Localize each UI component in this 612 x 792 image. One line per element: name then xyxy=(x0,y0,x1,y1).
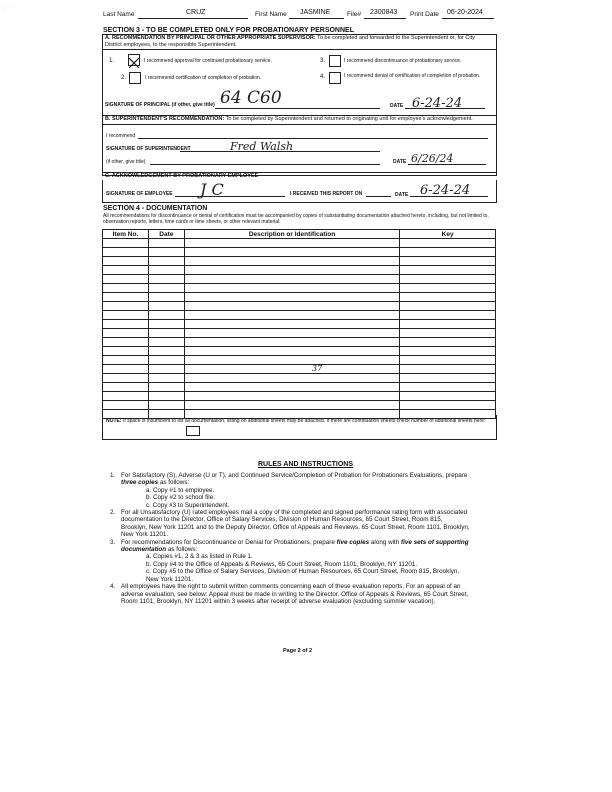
table-row xyxy=(103,257,496,266)
superintendent-date-label: DATE xyxy=(393,159,407,165)
rule-3 xyxy=(110,539,470,583)
table-cell[interactable] xyxy=(103,257,149,266)
principal-signature[interactable]: 64 C60 xyxy=(220,88,282,108)
documentation-table xyxy=(102,229,496,419)
rule-3-sub-b: b. Copy #4 to the Office of Appeals & Reviews, 65 Court Street, Room 1101, Brooklyn, NY 11201. xyxy=(146,560,418,568)
checkmark-icon xyxy=(129,58,139,68)
table-cell[interactable] xyxy=(400,356,496,365)
section3-title: SECTION 3 - TO BE COMPLETED ONLY FOR PROBATIONARY PERSONNEL xyxy=(103,27,354,34)
table-cell[interactable] xyxy=(148,311,184,320)
section4-title: SECTION 4 - DOCUMENTATION xyxy=(103,205,208,212)
table-row xyxy=(103,329,496,338)
table-cell[interactable] xyxy=(400,239,496,248)
table-cell[interactable] xyxy=(148,374,184,383)
part-a-title: A. RECOMMENDATION BY PRINCIPAL OR OTHER APPROPRIATE SUPERVISOR: xyxy=(105,35,316,41)
rule-1-text: For Satisfactory (S), Adverse (U or T), and Continued Service/Completion of Probation for Probationers Evaluations, prepare three copies as follows: xyxy=(121,472,468,487)
stray-mark: 37 xyxy=(312,364,323,373)
option-2-number: 2. xyxy=(121,75,127,81)
table-cell[interactable] xyxy=(103,329,149,338)
table-cell[interactable] xyxy=(148,383,184,392)
print-date-label: Print Date xyxy=(410,11,439,18)
employee-date[interactable]: 6-24-24 xyxy=(420,183,471,198)
table-row xyxy=(103,347,496,356)
rule-2 xyxy=(110,509,470,539)
table-row xyxy=(103,401,496,410)
table-cell[interactable] xyxy=(400,392,496,401)
part-b-note: To be completed by Superintendent and returned to originating unit for employee's acknowledgement. xyxy=(225,116,473,122)
table-cell[interactable] xyxy=(400,374,496,383)
table-row xyxy=(103,239,496,248)
table-row xyxy=(103,302,496,311)
rule-3-number: 3. xyxy=(110,538,116,546)
file-number-label: File# xyxy=(347,11,362,18)
table-row xyxy=(103,374,496,383)
rule-1-sub-c: c. Copy #3 to Superintendent. xyxy=(146,501,230,509)
table-cell[interactable] xyxy=(103,302,149,311)
table-cell[interactable] xyxy=(400,365,496,374)
table-row xyxy=(103,383,496,392)
table-row xyxy=(103,293,496,302)
option-1-checkbox[interactable] xyxy=(128,54,140,66)
table-cell[interactable] xyxy=(184,293,399,302)
table-cell[interactable] xyxy=(103,392,149,401)
column-header-date: Date xyxy=(148,230,184,239)
table-cell[interactable] xyxy=(400,347,496,356)
note-label: NOTE: xyxy=(106,418,122,424)
employee-date-label: DATE xyxy=(395,192,409,198)
part-a-header xyxy=(105,35,493,49)
rule-1-sub-a: a. Copy #1 to employee. xyxy=(146,486,215,494)
part-b-header xyxy=(105,116,495,123)
option-2-checkbox[interactable] xyxy=(129,72,141,84)
employee-signature[interactable]: J C xyxy=(200,180,224,199)
superintendent-signature[interactable]: Fred Walsh xyxy=(230,140,294,153)
column-header-item-no: Item No. xyxy=(103,230,149,239)
table-row xyxy=(103,266,496,275)
last-name-value[interactable]: CRUZ xyxy=(186,9,206,16)
table-cell[interactable] xyxy=(184,266,399,275)
principal-date[interactable]: 6-24-24 xyxy=(412,96,463,111)
table-cell[interactable] xyxy=(103,338,149,347)
section4-note: All recommendations for discontinuance or denial of certification must be accompanied by copies of substantiating documentation attached hereto, including, but not limited to, observation reports, letters, time cards or time sheets, or other relevant material. xyxy=(103,213,489,225)
table-cell[interactable] xyxy=(184,284,399,293)
first-name-label: First Name xyxy=(255,11,287,18)
table-cell[interactable] xyxy=(400,338,496,347)
superintendent-signature-label: SIGNATURE OF SUPERINTENDENT xyxy=(106,146,191,152)
column-header-key: Key xyxy=(400,230,496,239)
rule-1-sub-b: b. Copy #2 to school file. xyxy=(146,494,215,502)
rule-3-sub-a: a. Copies #1, 2 & 3 as listed in Rule 1. xyxy=(146,553,253,561)
table-cell[interactable] xyxy=(103,374,149,383)
option-2-text: I recommend certification of completion of probation. xyxy=(145,75,262,81)
file-number-value[interactable]: 2300843 xyxy=(370,9,398,16)
table-cell[interactable] xyxy=(184,248,399,257)
rule-1-number: 1. xyxy=(110,472,116,479)
table-cell[interactable] xyxy=(148,248,184,257)
table-cell[interactable] xyxy=(184,392,399,401)
first-name-value[interactable]: JASMINE xyxy=(300,9,331,16)
table-row xyxy=(103,248,496,257)
table-row xyxy=(103,338,496,347)
table-cell[interactable] xyxy=(184,275,399,284)
option-3-text: I recommend discontinuance of probationary service. xyxy=(344,58,462,64)
i-recommend-label: I recommend xyxy=(106,133,136,139)
table-cell[interactable] xyxy=(148,275,184,284)
if-other-label: (if other, give title) xyxy=(106,159,146,165)
table-cell[interactable] xyxy=(400,293,496,302)
table-cell[interactable] xyxy=(184,365,399,374)
table-cell[interactable] xyxy=(103,239,149,248)
table-cell[interactable] xyxy=(148,347,184,356)
last-name-label: Last Name xyxy=(103,11,135,18)
table-cell[interactable] xyxy=(148,329,184,338)
table-cell[interactable] xyxy=(103,356,149,365)
table-cell[interactable] xyxy=(400,275,496,284)
table-row xyxy=(103,320,496,329)
rule-2-number: 2. xyxy=(110,509,116,517)
scan-marks: , · · · xyxy=(4,4,15,10)
rule-4-number: 4. xyxy=(110,583,116,591)
page-number: Page 2 of 2 xyxy=(283,648,313,654)
table-row xyxy=(103,392,496,401)
principal-date-label: DATE xyxy=(390,103,404,109)
documentation-footer-note xyxy=(106,418,494,424)
table-cell[interactable] xyxy=(184,383,399,392)
option-3-checkbox[interactable] xyxy=(329,55,341,67)
table-cell[interactable] xyxy=(184,302,399,311)
received-label: I RECEIVED THIS REPORT ON xyxy=(290,191,363,197)
additional-sheets-box[interactable] xyxy=(186,426,200,436)
table-cell[interactable] xyxy=(148,338,184,347)
table-cell[interactable] xyxy=(103,365,149,374)
rules-list xyxy=(110,472,470,605)
table-row xyxy=(103,365,496,374)
table-cell[interactable] xyxy=(184,374,399,383)
table-cell[interactable] xyxy=(148,365,184,374)
part-b-title: B. SUPERINTENDENT'S RECOMMENDATION: xyxy=(105,116,225,122)
table-cell[interactable] xyxy=(148,302,184,311)
option-1-number: 1. xyxy=(109,58,115,64)
table-cell[interactable] xyxy=(148,293,184,302)
table-cell[interactable] xyxy=(184,347,399,356)
table-cell[interactable] xyxy=(148,239,184,248)
table-cell[interactable] xyxy=(400,320,496,329)
option-3-number: 3. xyxy=(320,58,326,64)
table-cell[interactable] xyxy=(400,329,496,338)
superintendent-date[interactable]: 6/26/24 xyxy=(411,152,454,165)
table-cell[interactable] xyxy=(400,311,496,320)
table-header-row xyxy=(103,230,496,239)
table-cell[interactable] xyxy=(400,401,496,410)
table-cell[interactable] xyxy=(148,392,184,401)
rules-title: RULES AND INSTRUCTIONS xyxy=(258,461,354,468)
table-cell[interactable] xyxy=(400,284,496,293)
rule-3-sub-c: c. Copy #5 to the Office of Salary Services, Division of Human Resources, 65 Court Street, Room 815, Brooklyn, New York 11201. xyxy=(146,568,460,583)
table-cell[interactable] xyxy=(400,383,496,392)
table-cell[interactable] xyxy=(184,311,399,320)
table-row xyxy=(103,311,496,320)
principal-signature-label: SIGNATURE OF PRINCIPAL (if other, give title) xyxy=(105,102,215,108)
table-cell[interactable] xyxy=(400,266,496,275)
part-c-title: C. ACKNOWLEDGEMENT BY PROBATIONARY EMPLOYEE xyxy=(105,173,259,179)
table-cell[interactable] xyxy=(103,320,149,329)
table-cell[interactable] xyxy=(184,239,399,248)
table-cell[interactable] xyxy=(400,257,496,266)
rule-4-text: All employees have the right to submit written comments concerning each of these evaluation reports. For an appeal of an adverse evaluation, see below: Appeal must be made in writing to the Director, Office of Appeals & Reviews, 65 Court Street, Room 1101, Brooklyn, NY 11201 within 3 weeks after receipt of adverse evaluation (excluding summer vacation). xyxy=(121,583,469,605)
part-a-note: To be completed and forwarded to the Superintendent or, for City District employees, to the responsible Superintendent. xyxy=(105,35,475,48)
option-4-checkbox[interactable] xyxy=(329,72,341,84)
rule-2-text: For all Unsatisfactory (U) rated employees mail a copy of the completed and signed performance rating form with associated documentation to the Director, Office of Salary Services, Division of Human Resources, 65 Court Street, Room 815, Brooklyn, New York 11201 and to the Deputy Director, Office of Appeals and Reviews, 65 Court Street, Room 1101, Brooklyn, New York 11201. xyxy=(121,509,470,539)
table-cell[interactable] xyxy=(184,257,399,266)
table-cell[interactable] xyxy=(103,275,149,284)
table-cell[interactable] xyxy=(148,320,184,329)
table-cell[interactable] xyxy=(148,356,184,365)
rule-3-text: For recommendations for Discontinuance or Denial for Probationers, prepare five copies along with five sets of supporting documentation as follows: xyxy=(121,538,469,554)
table-cell[interactable] xyxy=(103,347,149,356)
table-row xyxy=(103,284,496,293)
table-cell[interactable] xyxy=(400,248,496,257)
table-cell[interactable] xyxy=(148,266,184,275)
employee-signature-label: SIGNATURE OF EMPLOYEE xyxy=(106,191,173,197)
table-row xyxy=(103,275,496,284)
note-text: If space is insufficient to list all documentation, listing on additional sheets may be attached. If there are continuation sheets check number of additional sheets here: xyxy=(122,418,486,424)
option-4-text: I recommend denial of certification of completion of probation. xyxy=(344,73,481,79)
table-cell[interactable] xyxy=(148,284,184,293)
table-cell[interactable] xyxy=(184,356,399,365)
table-cell[interactable] xyxy=(103,293,149,302)
table-cell[interactable] xyxy=(103,284,149,293)
table-cell[interactable] xyxy=(184,338,399,347)
column-header-description: Description or Identification xyxy=(184,230,399,239)
table-cell[interactable] xyxy=(400,302,496,311)
option-1-text: I recommend approval for continued probationary service. xyxy=(144,58,272,64)
table-cell[interactable] xyxy=(148,401,184,410)
print-date-value: 06-20-2024 xyxy=(447,9,483,16)
table-cell[interactable] xyxy=(184,320,399,329)
table-cell[interactable] xyxy=(184,329,399,338)
table-row xyxy=(103,356,496,365)
table-cell[interactable] xyxy=(103,266,149,275)
rule-1 xyxy=(110,472,470,509)
table-cell[interactable] xyxy=(103,383,149,392)
table-cell[interactable] xyxy=(184,401,399,410)
table-cell[interactable] xyxy=(148,257,184,266)
option-4-number: 4. xyxy=(320,74,326,80)
table-cell[interactable] xyxy=(103,248,149,257)
table-cell[interactable] xyxy=(103,311,149,320)
table-cell[interactable] xyxy=(103,401,149,410)
rule-4 xyxy=(110,583,470,605)
